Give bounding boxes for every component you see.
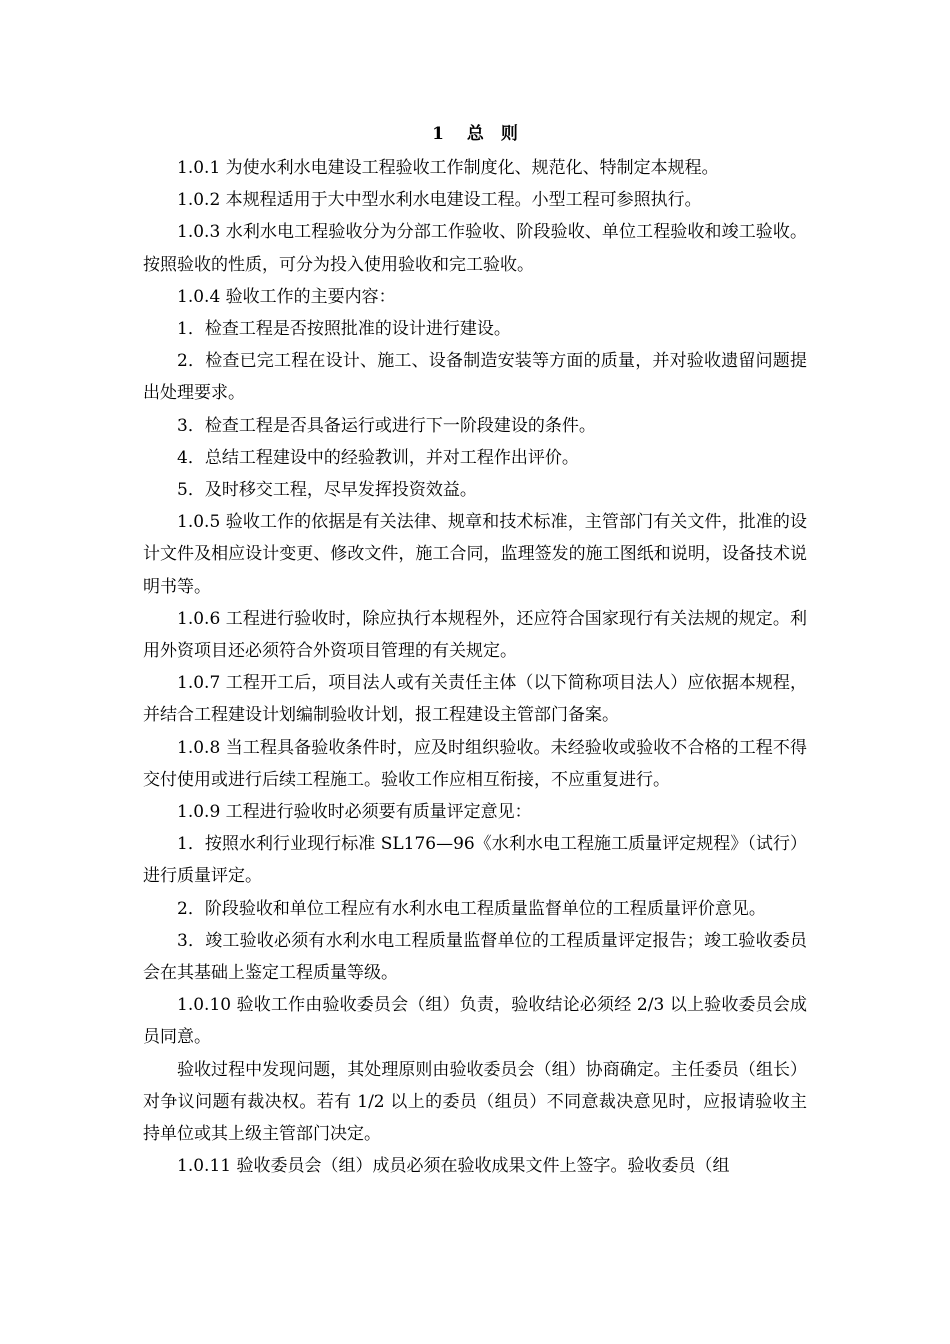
- list-item: 5．及时移交工程，尽早发挥投资效益。: [177, 480, 477, 501]
- list-item: 1．检查工程是否按照批准的设计进行建设。: [177, 319, 511, 340]
- clause-1-0-6: 1.0.6 工程进行验收时，除应执行本规程外，还应符合国家现行有关法规的规定。利用外资项目还必须符合外资项目管理的有关规定。: [143, 608, 807, 662]
- clause-1-0-1: 1.0.1 为使水利水电建设工程验收工作制度化、规范化、特制定本规程。: [177, 158, 719, 178]
- clause-1-0-10: 1.0.10 验收工作由验收委员会（组）负责，验收结论必须经 2/3 以上验收委员会成员同意。: [143, 995, 807, 1048]
- body-text: [143, 152, 807, 1183]
- list-item: 3．竣工验收必须有水利水电工程质量监督单位的工程质量评定报告；竣工验收委员会在其基础上鉴定工程质量等级。: [143, 930, 807, 984]
- clause-1-0-7: 1.0.7 工程开工后，项目法人或有关责任主体（以下简称项目法人）应依据本规程，并结合工程建设计划编制验收计划，报工程建设主管部门备案。: [143, 673, 807, 726]
- clause-1-0-4: 1.0.4 验收工作的主要内容：: [177, 286, 396, 307]
- body-paragraph: 验收过程中发现问题，其处理原则由验收委员会（组）协商确定。主任委员（组长）对争议问题有裁决权。若有 1/2 以上的委员（组员）不同意裁决意见时，应报请验收主持单位或其上级主管部门决定。: [143, 1059, 807, 1145]
- clause-1-0-11: 1.0.11 验收委员会（组）成员必须在验收成果文件上签字。验收委员（组: [177, 1156, 730, 1177]
- clause-1-0-5: 1.0.5 验收工作的依据是有关法律、规章和技术标准，主管部门有关文件，批准的设计文件及相应设计变更、修改文件，施工合同，监理签发的施工图纸和说明，设备技术说明书等。: [143, 512, 807, 597]
- list-item: 3．检查工程是否具备运行或进行下一阶段建设的条件。: [177, 415, 596, 436]
- chapter-title: 1 总 则: [432, 124, 518, 144]
- list-item: 2．阶段验收和单位工程应有水利水电工程质量监督单位的工程质量评价意见。: [177, 898, 766, 919]
- clause-1-0-2: 1.0.2 本规程适用于大中型水利水电建设工程。小型工程可参照执行。: [177, 190, 702, 211]
- list-item: 1．按照水利行业现行标准 SL176—96《水利水电工程施工质量评定规程》（试行）进行质量评定。: [143, 834, 807, 887]
- clause-1-0-8: 1.0.8 当工程具备验收条件时，应及时组织验收。未经验收或验收不合格的工程不得交付使用或进行后续工程施工。验收工作应相互衔接，不应重复进行。: [143, 737, 807, 790]
- clause-1-0-9: 1.0.9 工程进行验收时必须要有质量评定意见：: [177, 802, 532, 823]
- list-item: 4．总结工程建设中的经验教训，并对工程作出评价。: [177, 447, 579, 468]
- list-item: 2．检查已完工程在设计、施工、设备制造安装等方面的质量，并对验收遗留问题提出处理要求。: [143, 351, 807, 404]
- clause-1-0-3: 1.0.3 水利水电工程验收分为分部工作验收、阶段验收、单位工程验收和竣工验收。按照验收的性质，可分为投入使用验收和完工验收。: [143, 222, 807, 275]
